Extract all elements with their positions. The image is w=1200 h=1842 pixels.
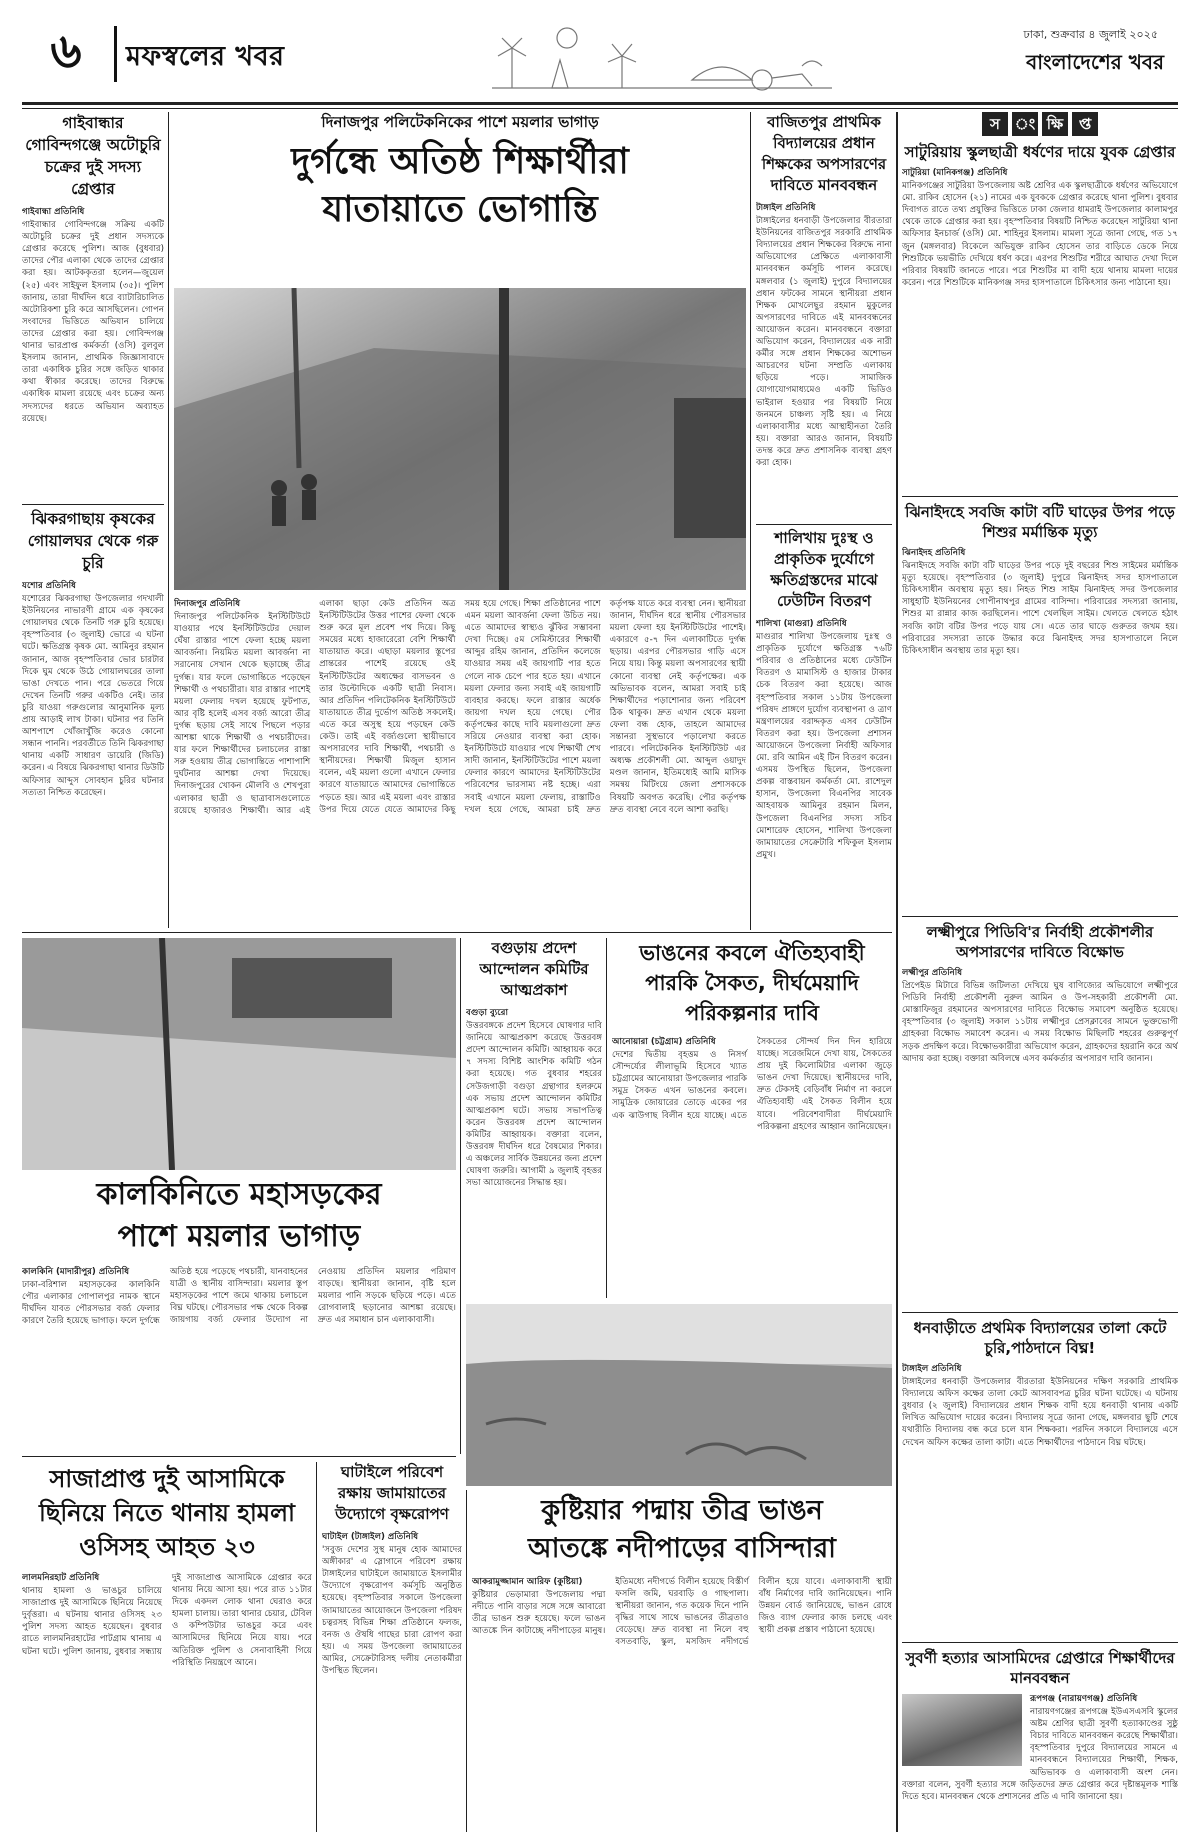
- page-number-rule: [114, 26, 117, 82]
- headline: সুবর্ণী হত্যার আসামিদের গ্রেপ্তারে শিক্ষার্থীদের মানববন্ধন: [905, 1649, 1175, 1687]
- story-shalikha: [756, 528, 892, 928]
- headline-line1: কুষ্টিয়ার পদ্মায় তীব্র ভাঙন: [541, 1495, 823, 1526]
- byline: টাঙ্গাইল প্রতিনিধি: [902, 1364, 962, 1374]
- article-body: যশোরের ঝিকরগাছা উপজেলার গদখালী ইউনিয়নের নাভারণী গ্রামে এক কৃষকের গোয়ালঘর থেকে তিনটি গরু চুরি হয়েছে। বৃহস্পতিবার (৩ জুলাই) ভোরে এ ঘটনা ঘটে। ক্ষতিগ্রস্ত কৃষক মো. আমিনুর রহমান জানান, আজ বৃহস্পতিবার ভোর চারটার দিকে ঘুম থেকে উঠে গোয়ালঘরের তালা ভাঙা দেখতে পান। পরে ভেতরে গিয়ে দেখেন তিনটি গরুর একটিও নেই। তার চুরি যাওয়া গরুগুলোর আনুমানিক মূল্য প্রায় আড়াই লাখ টাকা। ঘটনার পর তিনি আশপাশে খোঁজাখুঁজি করেও কোনো সন্ধান পাননি। পরবর্তীতে তিনি ঝিকরগাছা থানায় একটি সাধারণ ডায়েরি (জিডি) করেন। এ বিষয়ে ঝিকরগাছা থানার ডিউটি অফিসার আব্দুস সোবহান চুরির ঘটনার সত্যতা নিশ্চিত করেছেন।: [22, 594, 164, 798]
- byline: আকরামুজ্জামান আরিফ (কুষ্টিয়া): [472, 1577, 583, 1587]
- section-title-right: বাংলাদেশের খবর: [1026, 50, 1164, 74]
- story-kushtia: [472, 1492, 892, 1832]
- headline-line2: পাশে ময়লার ভাগাড়: [117, 1219, 361, 1254]
- byline: লালমনিরহাট প্রতিনিধি: [22, 1573, 100, 1583]
- article-body: মাগুরার শালিখা উপজেলায় দুঃস্থ ও প্রাকৃতিক দুর্যোগে ক্ষতিগ্রস্ত ৭৬টি পরিবার ও প্রতিষ্ঠানের মধ্যে ঢেউটিন বিতরণ ও মামাসিস্ট ও হাজার টাকার চেক বিতরণ করা হয়েছে। আজ বৃহস্পতিবার সকাল ১১টায় উপজেলা পরিষদ প্রাঙ্গণে দুর্যোগ ব্যবস্থাপনা ও ত্রাণ মন্ত্রণালয়ের বরাদ্দকৃত এসব ঢেউটিন বিতরণ করা হয়। উপজেলা প্রশাসন আয়োজনে উপজেলা নির্বাহী অফিসার মো. রবি আমিন এই টিন বিতরণ করেন। এসময় উপস্থিত ছিলেন, উপজেলা প্রকল্প বাস্তবায়ন কর্মকর্তা মো. রাশেদুল হাসান, উপজেলা বিএনপির সাবেক আহবায়ক আমিনুর রহমান মিলন, উপজেলা বিএনপির সদস্য সচিব মোশারেফ হোসেন, শালিখা উপজেলা জামায়াতের সেক্রেটারি শফিকুল ইসলাম প্রমুখ।: [756, 632, 892, 860]
- masthead-rule-thin: [22, 108, 1178, 109]
- divider: [902, 1642, 1178, 1643]
- byline: রূপগঞ্জ (নারায়ণগঞ্জ) প্রতিনিধি: [1030, 1694, 1138, 1704]
- headline: বগুড়ায় প্রদেশ আন্দোলন কমিটির আত্মপ্রকাশ: [479, 939, 589, 999]
- lead-headline-line1: দুর্গন্ধে অতিষ্ঠ শিক্ষার্থীরা: [291, 141, 629, 182]
- article-body: দিনাজপুর পলিটেকনিক ইনস্টিটিউটে যাওয়ার পথে ইনস্টিটিউটের দেয়াল ঘেঁষা রাস্তার পাশে ফেলা হচ্ছে ময়লা আবর্জনা। নিয়মিত ময়লা আবর্জনা না সরানোয় সেখান থেকে ছড়াচ্ছে তীব্র দুর্গন্ধ। যার ফলে ভোগান্তিতে পড়েছেন শিক্ষার্থী ও পথচারীরা। যার রাস্তার পাশেই ময়লা ফেলায় দখল হয়েছে ফুটপাত, আর বৃষ্টি হলেই এসব বর্জ্য আরো তীব্র দুর্গন্ধ ছড়ায় সেই সাথে পিছলে পড়ার আশঙ্কা থাকে শিক্ষার্থী ও পথচারীদের। যার ফলে শিক্ষার্থীদের চলাচলের রাস্তা সরু হওয়ায় তীব্র ভোগান্তিতে পাশাপাশি দুর্ঘটনার আশঙ্কা দেখা দিয়েছে। দিনাজপুরের খোকন মৌলবি ও শেখপুরা এলাকার ছাত্রী ও ছাত্রাবাসগুলোতে রয়েছে হাজারও শিক্ষার্থী। আর এই এলাকা ছাড়া কেউ প্রতিদিন অত্র ইনস্টিটিউটের উত্তর পাশের ফেলা থেকে শুরু করে মূল প্রবেশ পথ দিয়ে। কিছু সময়ের মধ্যে হাজারেরো বেশি শিক্ষার্থী যাতায়াত করে। এছাড়া ময়লার স্তূপের প্রান্তরের পাশেই রয়েছে ওই ইনস্টিটিউটের অধ্যক্ষের বাসভবন ও তার উল্টোদিকে একটি ছাত্রী নিবাস। আর প্রতিদিন পলিটেকনিক ইনস্টিটিউটে যাতায়াতে তীব্র দুর্ভোগ অতিষ্ঠ সকলেই। এতে করে অসুস্থ হয়ে পড়ছেন কেউ কেউ। তাই এই বর্জ্যগুলো স্থায়ীভাবে অপসারণের দাবি শিক্ষার্থী, পথচারী ও স্থানীয়দের। শিক্ষার্থী মিজুল হাসান বলেন, এই ময়লা গুলো এখানে ফেলার কারণে যাতায়াতে আমাদের ভোগান্তিতে পড়তে হয়। আর এই ময়লা এবং রাস্তার উপর দিয়ে যেতে যেতে আমাদের কিছু সময় হয়ে গেছে। শিক্ষা প্রতিষ্ঠানের পাশে এমন ময়লা আবর্জনা ফেলা উচিত নয়। এতে আমাদের স্বাস্থ্যও ঝুঁকির সম্ভাবনা দেখা দিচ্ছে। ৫ম সেমিস্টারের শিক্ষার্থী আব্দুর রহিম জানান, প্রতিদিন কলেজে যাওয়ার সময় এই জায়গাটি পার হতে গেলে নাক চেপে পার হতে হয়। এখানে ময়লা ফেলার জন্য সবাই এই জায়গাটি ব্যবহার করছে। ফলে রাস্তার অর্ধেক জায়গা দখল হয়ে গেছে। পৌর কর্তৃপক্ষের কাছে দাবি ময়লাগুলো দ্রুত সরিয়ে নেওয়ার ব্যবস্থা করা হোক। ইনস্টিটিউটে যাওয়ার পথে শিক্ষার্থী শেখ সাদী জানান, ইনস্টিটিউটের পাশে ময়লা ফেলার কারণে আমাদের ইনস্টিটিউটের পরিবেশের ভারসাম্য নষ্ট হচ্ছে। এরা সবাই এখানে ময়লা ফেলায়, রাস্তাটিও দখল হয়ে গেছে, আমরা চাই দ্রুত কর্তৃপক্ষ যাতে করে ব্যবস্থা নেন। স্থানীয়রা জানান, দীর্ঘদিন ধরে স্থানীয় পৌরসভার ময়লা ফেলা হয় ইনস্টিটিউটের পাশেই। একারণে ৫-৭ দিন এলাকাটিতে দুর্গন্ধ ছড়ায়। এরপর পৌরসভার গাড়ি এসে নিয়ে যায়। কিন্তু ময়লা অপসারণের স্থায়ী কোনো ব্যবস্থা নেই কর্তৃপক্ষের। এক অভিভাবক বলেন, আমরা সবাই চাই শিক্ষার্থীদের পড়াশোনার জন্য পরিবেশ ঠিক থাকুক। দ্রুত এখান থেকে ময়লা ফেলা বন্ধ হোক, তাহলে আমাদের সন্তানরা সুস্থভাবে পড়ালেখা করতে পারবে। পলিটেকনিক ইনস্টিটিউট এর অধ্যক্ষ প্রকৌশলী মো. আব্দুল ওয়াদুদ মণ্ডল জানান, ইতিমধ্যেই আমি মাসিক সমন্বয় মিটিংয়ে জেলা প্রশাসককে বিষয়টি অবগত করেছি। পৌর কর্তৃপক্ষ দ্রুত ব্যবস্থা নেবে বলে আশা করছি।: [174, 599, 746, 816]
- article-body: টাঙ্গাইলের ধনবাড়ী উপজেলার বীরতারা ইউনিয়নের দক্ষিণ সরকারি প্রাথমিক বিদ্যালয়ে অফিস কক্ষের তালা কেটে আসবাবপত্র চুরির ঘটনা ঘটেছে। এ ঘটনায় বুধবার (২ জুলাই) বিদ্যালয়ের প্রধান শিক্ষক বাদী হয়ে ধনবাড়ী থানায় একটি লিখিত অভিযোগ দায়ের করেন। বিদ্যালয় সূত্রে জানা গেছে, মঙ্গলবার ছুটি শেষে যথারীতি বিদ্যালয় বন্ধ করে চলে যান শিক্ষকরা। পরদিন সকালে বিদ্যালয়ে এসে দেখেন অফিস কক্ষের তালা কাটা। এতে শিক্ষার্থীদের পাঠদানে বিঘ্ন ঘটছে।: [902, 1377, 1178, 1448]
- story-lalmonirhat: [22, 1462, 312, 1832]
- divider: [22, 504, 164, 505]
- masthead-rule: [22, 102, 1178, 105]
- byline: লক্ষ্মীপুর প্রতিনিধি: [902, 968, 963, 978]
- photo-sketch: [174, 288, 746, 590]
- horizontal-rule: [22, 932, 892, 933]
- article-body: কুষ্টিয়ার ভেড়ামারা উপজেলায় পদ্মা নদীতে পানি বাড়ার সঙ্গে সঙ্গে আবারো তীব্র ভাঙন শুরু হয়েছে। ফলে ভাঙন আতঙ্কে দিন কাটাচ্ছে নদীপাড়ের মানুষ। ইতিমধ্যে নদীগর্ভে বিলীন হয়েছে বিস্তীর্ণ ফসলি জমি, ঘরবাড়ি ও গাছপালা। স্থানীয়রা জানান, গত কয়েক দিনে পানি বৃদ্ধির সাথে সাথে ভাঙনের তীব্রতাও বেড়েছে। দ্রুত ব্যবস্থা না নিলে বহু বসতবাড়ি, স্কুল, মসজিদ নদীগর্ভে বিলীন হয়ে যাবে। এলাকাবাসী স্থায়ী বাঁধ নির্মাণের দাবি জানিয়েছেন। পানি উন্নয়ন বোর্ড জানিয়েছে, ভাঙন রোধে জিও ব্যাগ ফেলার কাজ চলছে এবং স্থায়ী প্রকল্প প্রস্তাব পাঠানো হয়েছে।: [472, 1577, 892, 1648]
- headline-line3: পরিকল্পনার দাবি: [685, 1001, 819, 1025]
- issue-date: ঢাকা, শুক্রবার ৪ জুলাই ২০২৫: [1023, 28, 1158, 41]
- protest-photo: [902, 1694, 1022, 1766]
- article-body: নারায়ণগঞ্জের রূপগঞ্জে ইউএসএসবি স্কুলের অষ্টম শ্রেণির ছাত্রী সুবর্ণী হত্যাকাণ্ডের সুষ্ঠু বিচার দাবিতে মানববন্ধন করেছে শিক্ষার্থীরা। বৃহস্পতিবার দুপুরে বিদ্যালয়ের সামনে এ মানববন্ধনে বিদ্যালয়ের শিক্ষার্থী, শিক্ষক, অভিভাবক ও এলাকাবাসী অংশ নেন। বক্তারা বলেন, সুবর্ণী হত্যার সঙ্গে জড়িতদের দ্রুত গ্রেপ্তার করে দৃষ্টান্তমূলক শাস্তি দিতে হবে। মানববন্ধন থেকে প্রশাসনের প্রতি এ দাবি জানানো হয়।: [902, 1707, 1178, 1802]
- page-number: ৬: [50, 23, 82, 79]
- article-body: ঢাকা-বরিশাল মহাসড়কের কালকিনি পৌর এলাকার গোপালপুর নামক স্থানে দীর্ঘদিন যাবত পৌরসভার বর্জ্য ফেলার কারণে তৈরি হয়েছে ভাগাড়। ফলে দুর্গন্ধে অতিষ্ঠ হয়ে পড়েছে পথচারী, যানবাহনের যাত্রী ও স্থানীয় বাসিন্দারা। ময়লার স্তূপ মহাসড়কের পাশে জমে থাকায় চলাচলে বিঘ্ন ঘটছে। পৌরসভার পক্ষ থেকে বিকল্প জায়গায় বর্জ্য ফেলার উদ্যোগ না নেওয়ায় প্রতিদিন ময়লার পরিমাণ বাড়ছে। স্থানীয়রা জানান, বৃষ্টি হলে ময়লার পানি সড়কে ছড়িয়ে পড়ে। এতে রোগবালাই ছড়ানোর আশঙ্কা রয়েছে। দ্রুত এর সমাধান চান এলাকাবাসী।: [22, 1267, 456, 1327]
- byline: বগুড়া ব্যুরো: [466, 1008, 508, 1018]
- photo-sketch: [466, 1304, 892, 1486]
- byline: ঝিনাইদহ প্রতিনিধি: [902, 548, 966, 558]
- byline: দিনাজপুর প্রতিনিধি: [174, 599, 241, 609]
- lead-photo-garbage-dump: [174, 288, 746, 590]
- brief-label-letter: ক্ষি: [1042, 112, 1068, 136]
- article-body: মানিকগঞ্জের সাটুরিয়া উপজেলায় অষ্ট শ্রেণির এক স্কুলছাত্রীকে ধর্ষণের অভিযোগে মো. রাকিব হোসেন (২১) নামের এক যুবককে গ্রেপ্তার করেছে থানা পুলিশ। বুধবার দিবাগত রাতে তথ্য প্রযুক্তির ভিত্তিতে ঢাকা জেলার ধামরাই উপজেলার কালামপুর থেকে তাকে গ্রেপ্তার করা হয়। বৃহস্পতিবার বিষয়টি নিশ্চিত করেছেন সাটুরিয়া থানা অফিসার ইনচার্জ (ওসি) মো. শাহিনুর ইসলাম। মামলা সূত্রে জানা গেছে, গত ১৭ জুন (মঙ্গলবার) বিকেলে অভিযুক্ত রাকিব হোসেন তার বাড়িতে ডেকে নিয়ে শিশুটিকে ভয়ভীতি দেখিয়ে ধর্ষণ করে। এরপর শিশুটির শরীরে আঘাত দেখা দিলে পরিবার বিষয়টি জানতে পারে। পরে শিশুটির মা বাদী হয়ে থানায় মামলা দায়ের করেন। পরে শিশুটিকে মানিকগঞ্জ সদর হাসপাতালে চিকিৎসার জন্য পাঠানো হয়।: [902, 181, 1178, 288]
- masthead-illustration: [472, 18, 842, 96]
- divider: [756, 524, 892, 525]
- horizontal-rule: [22, 1456, 456, 1457]
- headline: ধনবাড়ীতে প্রথমিক বিদ্যালয়ের তালা কেটে চুরি,পাঠদানে বিঘ্ন!: [913, 1319, 1167, 1357]
- story-jhikargachha: [22, 508, 164, 928]
- brief-label: [902, 112, 1178, 136]
- article-body: থানায় হামলা ও ভাঙচুর চালিয়ে সাজাপ্রাপ্ত দুই আসামিকে ছিনিয়ে নিয়েছে দুর্বৃত্তরা। এ ঘটনায় থানার ওসিসহ ২৩ পুলিশ সদস্য আহত হয়েছেন। বুধবার রাতে লালমনিরহাটের পাটগ্রাম থানায় এ ঘটনা ঘটে। পুলিশ জানায়, বুধবার সন্ধ্যায় দুই সাজাপ্রাপ্ত আসামিকে গ্রেপ্তার করে থানায় নিয়ে আসা হয়। পরে রাত ১১টার দিকে একদল লোক থানা ঘেরাও করে হামলা চালায়। তারা থানার চেয়ার, টেবিল ও কম্পিউটার ভাঙচুর করে এবং আসামিদের ছিনিয়ে নিয়ে যায়। পরে অতিরিক্ত পুলিশ ও সেনাবাহিনী গিয়ে পরিস্থিতি নিয়ন্ত্রণে আনে।: [22, 1573, 312, 1668]
- article-body: 'সবুজ দেশের সুস্থ মানুষ হোক আমাদের অঙ্গীকার' এ স্লোগানে পরিবেশ রক্ষায় টাঙ্গাইলের ঘাটাইলে জামায়াতে ইসলামীর উদ্যোগে বৃক্ষরোপণ কর্মসূচি অনুষ্ঠিত হয়েছে। বৃহস্পতিবার সকালে উপজেলা জামায়াতের আয়োজনে উপজেলা পরিষদ চত্বরসহ বিভিন্ন শিক্ষা প্রতিষ্ঠানে ফলজ, বনজ ও ঔষধি গাছের চারা রোপণ করা হয়। এ সময় উপজেলা জামায়াতের আমির, সেক্রেটারিসহ দলীয় নেতাকর্মীরা উপস্থিত ছিলেন।: [322, 1545, 462, 1677]
- byline: শালিখা (মাগুরা) প্রতিনিধি: [756, 619, 847, 629]
- headline: শালিখায় দুঃস্থ ও প্রাকৃতিক দুর্যোগে ক্ষতিগ্রস্তদের মাঝে ঢেউটিন বিতরণ: [770, 529, 878, 610]
- column-rule: [466, 1490, 467, 1832]
- brief-story-dhanbari: [902, 1318, 1178, 1638]
- brief-label-letter: প্ত: [1072, 112, 1098, 136]
- article-body: টাঙ্গাইলের ধনবাড়ী উপজেলার বীরতারা ইউনিয়নের বাজিতপুর সরকারি প্রাথমিক বিদ্যালয়ের প্রধান শিক্ষকের বিরুদ্ধে নানা অভিযোগের প্রেক্ষিতে এলাকাবাসী মানববন্ধন কর্মসূচি পালন করেছে। মঙ্গলবার (১ জুলাই) দুপুরে বিদ্যালয়ের প্রধান ফটকের সামনে স্থানীয়রা প্রধান শিক্ষক মোখলেছুর রহমান মুকুলের অপসারণের দাবিতে এই মানববন্ধনের আয়োজন করেন। মানববন্ধনে বক্তারা অভিযোগ করেন, বিদ্যালয়ের এক নারী কর্মীর সঙ্গে প্রধান শিক্ষকের অশোভন আচরণের ঘটনা সম্প্রতি এলাকায় ছড়িয়ে পড়ে। সামাজিক যোগাযোগমাধ্যমেও একটি ভিডিও ভাইরাল হওয়ার পর বিষয়টি নিয়ে জনমনে চাঞ্চল্য সৃষ্টি হয়। এ নিয়ে এলাকাবাসীর মধ্যে আস্থাহীনতা তৈরি হয়। বক্তারা আরও জানান, বিষয়টি তদন্ত করে দ্রুত প্রশাসনিক ব্যবস্থা গ্রহণ করা হোক।: [756, 216, 892, 468]
- headline: ঝিনাইদহে সবজি কাটা বটি ঘাড়ের উপর পড়ে শিশুর মর্মান্তিক মৃত্যু: [905, 503, 1175, 541]
- brief-label-letter: স: [982, 112, 1008, 136]
- article-body: ঝিনাইদহে সবজি কাটা বটি ঘাড়ের উপর পড়ে দুই বছরের শিশু সাইমের মর্মান্তিক মৃত্যু হয়েছে। বৃহস্পতিবার (৩ জুলাই) দুপুরে ঝিনাইদহ সদর হাসপাতালে চিকিৎসাধীন অবস্থায় মৃত্যু হয়। নিহত শিশু সাইম ঝিনাইদহ সদর উপজেলার সাধুহাটি ইউনিয়নের গোপীনাথপুর গ্রামের বাসিন্দা। পরিবারের সদস্যরা জানায়, শিশুর মা রান্নার কাজ করছিলেন। পাশে খেলছিল সাইম। খেলতে খেলতে হঠাৎ সবজি কাটা বটির উপর পড়ে যায় সে। এতে তার ঘাড়ে গুরুতর জখম হয়। পরিবারের সদস্যরা তাকে উদ্ধার করে ঝিনাইদহ সদর হাসপাতালে নিলে চিকিৎসাধীন অবস্থায় তার মৃত্যু হয়।: [902, 561, 1178, 656]
- column-rule: [750, 112, 751, 930]
- article-body: গাইবান্ধার গোবিন্দগঞ্জে সক্রিয় একটি অটোচুরি চক্রের দুই প্রধান সদস্যকে গ্রেপ্তার করেছে পুলিশ। আজ (বুধবার) তাদের পৌর এলাকা থেকে তাদের গ্রেপ্তার করা হয়। আটককৃতরা হলেন—জুয়েল (২৫) এবং সাইফুল ইসলাম (৩৫)। পুলিশ জানায়, তারা দীর্ঘদিন ধরে ব্যাটারিচালিত অটোরিকশা চুরি করে আসছিলেন। গোপন সংবাদের ভিত্তিতে অভিযান চালিয়ে তাদের গ্রেপ্তার করা হয়। গোবিন্দগঞ্জ থানার ভারপ্রাপ্ত কর্মকর্তা (ওসি) বুলবুল ইসলাম জানান, প্রাথমিক জিজ্ঞাসাবাদে তারা একাধিক চুরির সঙ্গে জড়িত থাকার কথা স্বীকার করেছে। তাদের বিরুদ্ধে একাধিক মামলা রয়েছে এবং চক্রের অন্য সদস্যদের ধরতে অভিযান অব্যাহত রয়েছে।: [22, 220, 164, 424]
- photo-sketch: [22, 938, 456, 1170]
- headline: বাজিতপুর প্রাথমিক বিদ্যালয়ের প্রধান শিক্ষকের অপসারণের দাবিতে মানববন্ধন: [761, 113, 887, 194]
- headline-line1: ভাঙনের কবলে ঐতিহ্যবাহী: [639, 941, 865, 965]
- article-body: দেশের দ্বিতীয় বৃহত্তম ও নিসর্গ সৌন্দর্য্যের লীলাভূমি হিসেবে খ্যাত চট্টগ্রামের আনোয়ারা উপজেলার পারকি সমুদ্র সৈকত এখন ভাঙনের কবলে। সামুদ্রিক জোয়ারের তোড়ে একের পর এক ঝাউগাছ বিলীন হয়ে যাচ্ছে। এতে সৈকতের সৌন্দর্য দিন দিন হারিয়ে যাচ্ছে। সরেজমিনে দেখা যায়, সৈকতের প্রায় দুই কিলোমিটার এলাকা জুড়ে ভাঙন দেখা দিয়েছে। স্থানীয়দের দাবি, দ্রুত টেকসই বেড়িবাঁধ নির্মাণ না করলে ঐতিহ্যবাহী এই সৈকত বিলীন হয়ে যাবে। পরিবেশবাদীরা দীর্ঘমেয়াদি পরিকল্পনা গ্রহণের আহ্বান জানিয়েছেন।: [612, 1037, 892, 1132]
- headline-line2: পারকি সৈকত, দীর্ঘমেয়াদি: [645, 971, 859, 995]
- headline: ঘাটাইলে পরিবেশ রক্ষায় জামায়াতের উদ্যোগে বৃক্ষরোপণ: [335, 1463, 449, 1523]
- column-rule: [460, 938, 461, 1454]
- divider: [902, 496, 1178, 497]
- brief-story-subarni: [902, 1648, 1178, 1832]
- article-body: উত্তরবঙ্গকে প্রদেশ হিসেবে ঘোষণার দাবি জানিয়ে আত্মপ্রকাশ করেছে উত্তরবঙ্গ প্রদেশ আন্দোলন কমিটি। আহ্বায়ক করে ৭ সদস্য বিশিষ্ট আংশিক কমিটি গঠন করা হয়েছে। গত বুধবার শহরের সেউজগাড়ী বগুড়া গ্রন্থাগার হলরুমে এক সভায় প্রদেশ আন্দোলন কমিটির আত্মপ্রকাশ ঘটে। সভায় সভাপতিত্ব করেন উত্তরবঙ্গ প্রদেশ আন্দোলন কমিটির আহ্বায়ক। বক্তারা বলেন, উত্তরবঙ্গ দীর্ঘদিন ধরে বৈষম্যের শিকার। এ অঞ্চলের সার্বিক উন্নয়নের জন্য প্রদেশ ঘোষণা জরুরি। আগামী ৯ জুলাই বৃহত্তর সভা আয়োজনের সিদ্ধান্ত হয়।: [466, 1021, 602, 1189]
- divider: [902, 916, 1178, 917]
- headline-line1: কালকিনিতে মহাসড়কের: [96, 1177, 382, 1212]
- brief-label-letter: ং: [1012, 112, 1038, 136]
- headline-line2: ছিনিয়ে নিতে থানায় হামলা: [39, 1499, 295, 1527]
- brief-story-jhenaidah: [902, 502, 1178, 912]
- lead-headline-line2: যাতায়াতে ভোগান্তি: [322, 189, 598, 230]
- divider: [902, 1312, 1178, 1313]
- headline-line1: সাজাপ্রাপ্ত দুই আসামিকে: [49, 1465, 285, 1493]
- headline: গাইবান্ধার গোবিন্দগঞ্জে অটোচুরি চক্রের দুই সদস্য গ্রেপ্তার: [25, 114, 161, 198]
- column-rule: [896, 112, 898, 1832]
- padma-erosion-photo: [466, 1304, 892, 1486]
- byline: কালকিনি (মাদারীপুর) প্রতিনিধি: [22, 1267, 130, 1277]
- section-title-left: মফস্বলের খবর: [126, 41, 285, 72]
- story-gobindaganj: [22, 112, 164, 502]
- headline-line3: ওসিসহ আহত ২৩: [79, 1533, 255, 1561]
- story-kalkini: [22, 1174, 456, 1454]
- brief-column: [902, 112, 1178, 1832]
- byline: আনোয়ারা (চট্টগ্রাম) প্রতিনিধি: [612, 1037, 716, 1047]
- story-ghatail: [322, 1462, 462, 1832]
- headline-line2: আতঙ্কে নদীপাড়ের বাসিন্দারা: [527, 1533, 837, 1564]
- byline: ঘাটাইল (টাঙ্গাইল) প্রতিনিধি: [322, 1532, 419, 1542]
- kicker: দিনাজপুর পলিটেকনিকের পাশে ময়লার ভাগাড়: [321, 113, 599, 131]
- article-body: প্রিপেইড মিটারে বিভিন্ন জটিলতা দেখিয়ে ঘুষ বাণিজ্যের অভিযোগে লক্ষ্মীপুরে পিডিবি নির্বাহী প্রকৌশলী নুরুল আমিন ও উপ-সহকারী প্রকৌশলী মো. মোস্তাফিজুর রহমানের অপসারণের দাবিতে বিক্ষোভ সমাবেশ অনুষ্ঠিত হয়েছে। বৃহস্পতিবার (৩ জুলাই) সকাল ১১টায় লক্ষ্মীপুর প্রেসক্লাবের সামনে ভুক্তভোগী গ্রাহকরা বিক্ষোভ সমাবেশ করেন। এ সময় বিক্ষোভ মিছিলটি শহরের গুরুত্বপূর্ণ সড়ক প্রদক্ষিণ করে। বিক্ষোভকারীরা অভিযোগ করেন, গ্রাহকদের হয়রানি করে অর্থ আদায় করা হচ্ছে। বক্তারা অবিলম্বে এসব কর্মকর্তার অপসারণ দাবি জানান।: [902, 981, 1178, 1064]
- headline: ঝিকরগাছায় কৃষকের গোয়ালঘর থেকে গরু চুরি: [27, 510, 159, 572]
- column-rule: [606, 938, 607, 1298]
- lead-story: [174, 112, 746, 930]
- headline: লক্ষ্মীপুরে পিডিবি'র নির্বাহী প্রকৌশলীর অপসারণের দাবিতে বিক্ষোভ: [926, 923, 1154, 961]
- headline: সাটুরিয়ায় স্কুলছাত্রী ধর্ষণের দায়ে যুবক গ্রেপ্তার: [904, 143, 1176, 161]
- column-rule: [316, 1462, 317, 1832]
- brief-story-saturia: [902, 142, 1178, 492]
- brief-story-laxmipur: [902, 922, 1178, 1308]
- story-bogura: [466, 938, 602, 1298]
- masthead: [22, 18, 1178, 98]
- byline: যশোর প্রতিনিধি: [22, 581, 76, 591]
- byline: টাঙ্গাইল প্রতিনিধি: [756, 203, 816, 213]
- byline: সাটুরিয়া (মানিকগঞ্জ) প্রতিনিধি: [902, 168, 1008, 178]
- byline: গাইবান্ধা প্রতিনিধি: [22, 207, 85, 217]
- story-parki: [612, 938, 892, 1298]
- story-bajitpur: [756, 112, 892, 522]
- column-rule: [168, 112, 169, 928]
- kalkini-photo: [22, 938, 456, 1170]
